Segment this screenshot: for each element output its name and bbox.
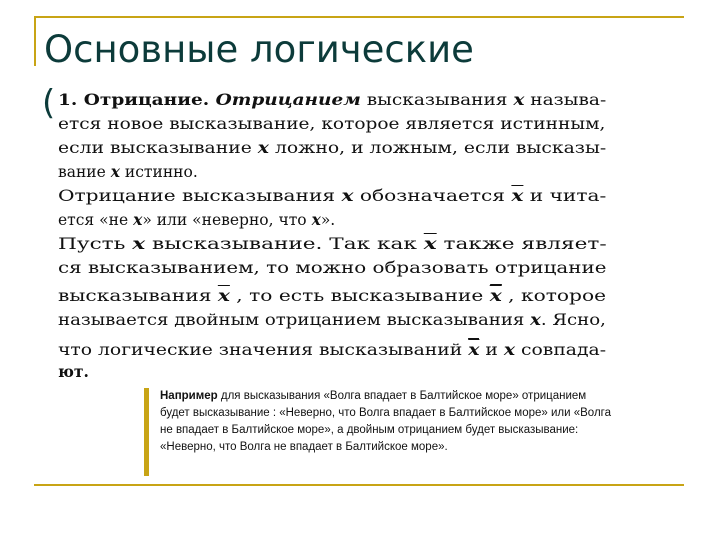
text-segment: истинно. [119,163,198,181]
text-segment: высказывания [360,91,514,109]
text-segment: ют. [58,362,89,381]
variable: x [341,186,354,205]
scan-line [58,138,606,158]
text-segment: называется двойным отрицанием высказывания [58,311,531,329]
variable [468,338,479,360]
text-segment: Отрицание. [83,90,216,109]
scan-line [58,162,198,182]
text-segment: Отрицание высказывания [58,187,342,205]
text-segment: ется новое высказывание, которое является истинным, [58,115,606,133]
text-segment: и чита- [523,187,607,205]
variable: x [257,138,269,157]
top-rule [34,16,684,18]
scanned-textbook-excerpt [58,86,678,388]
example-body: для высказывания «Волга впадает в Балтийское море» отрицанием будет высказывание : «Неверно, что Волга впадает в Балтийское море» или «Волга не впадает в Балтийское море», а двойным отрицанием будет высказывание: «Неверно, что Волга не впадает в Балтийское море». [160,390,611,453]
scan-line [58,310,606,330]
slide-title: Основные логические [44,28,474,71]
text-segment: , которое [501,287,607,305]
text-segment: ся высказыванием, то можно образовать отрицание [58,259,607,277]
variable [490,284,502,306]
text-segment: обозначается [353,187,512,205]
text-segment: » или «неверно, что [142,211,312,229]
text-segment: и [479,341,504,359]
variable: x [133,210,143,229]
example-text [160,388,612,456]
scan-line [58,210,335,230]
variable: $\overline{x}$ [511,186,524,205]
example-lead: Например [160,390,218,402]
text-segment: называ- [524,91,607,109]
scan-line [58,114,605,134]
text-segment: вание [58,163,111,181]
text-segment: если высказывание [58,139,258,157]
variable: Отрицанием [215,90,361,109]
text-segment: . Ясно, [540,311,606,329]
text-segment: что логические значения высказываний [58,341,469,359]
text-segment: ». [320,211,336,229]
overlined-variable: $\overline{x}$ [468,340,480,359]
overlined-variable: $\overline{x}$ [489,286,502,305]
variable: x [311,210,321,229]
text-segment: ется «не [58,211,134,229]
scan-line [58,90,606,110]
text-segment: ложно, и ложным, если высказы- [268,139,607,157]
scan-line [58,362,89,382]
variable: x [110,162,120,181]
scan-line [58,258,606,278]
variable: $\overline{x}$ [423,234,437,253]
text-segment: также являет- [436,235,607,253]
example-block [144,386,616,478]
text-segment: Пусть [58,235,133,253]
text-segment: 1. [58,90,84,109]
variable: x [503,340,516,359]
text-segment: , то есть высказывание [229,287,490,305]
text-segment: совпада- [515,341,607,359]
title-fragment: ( [42,83,56,123]
scan-line [58,234,607,254]
variable: x [513,90,525,109]
variable: x [530,310,541,329]
scan-line [58,186,606,206]
scan-line [58,338,606,360]
left-rule [34,16,36,66]
scan-line [58,284,606,306]
bottom-rule [34,484,684,486]
text-segment: высказывание. Так как [145,235,424,253]
variable: $\overline{x}$ [217,286,230,305]
text-segment: высказывания [58,287,218,305]
variable: x [132,234,146,253]
example-accent-bar [144,388,149,476]
